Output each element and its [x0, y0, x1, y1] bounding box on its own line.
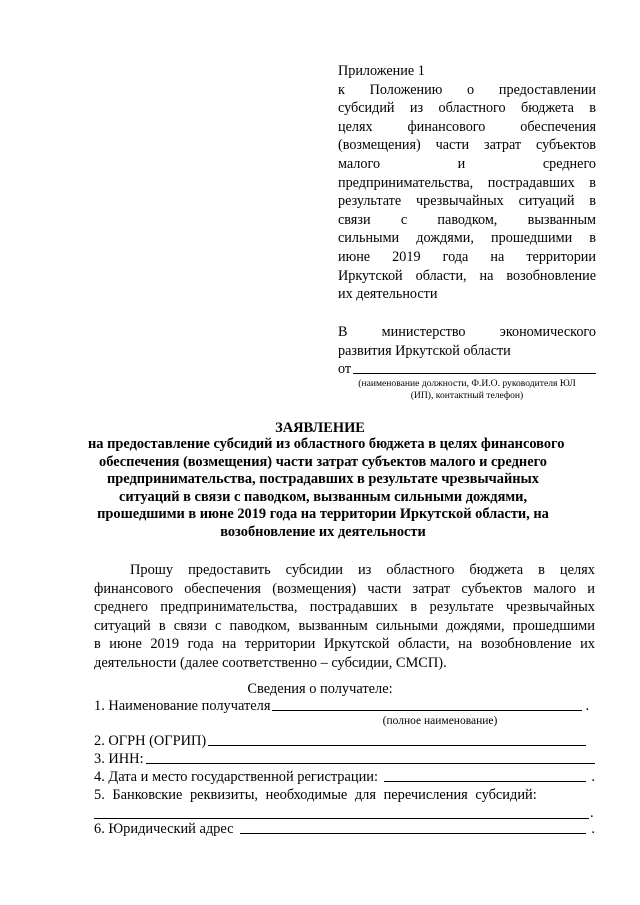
- ogrn-field[interactable]: [94, 732, 586, 750]
- from-hint-line: (наименование должности, Ф.И.О. руководителя ЮЛ: [358, 378, 576, 389]
- appendix-line: связи с паводком, вызванным: [338, 211, 596, 228]
- registration-field[interactable]: [94, 768, 595, 786]
- from-field[interactable]: [338, 360, 596, 378]
- subtitle-line: ситуаций в связи с паводком, вызванным сильными дождями,: [118, 488, 528, 505]
- from-hint-line: (ИП), контактный телефон): [410, 390, 524, 401]
- ogrn-input-line[interactable]: [208, 745, 586, 746]
- appendix-line: малого и среднего: [338, 155, 596, 172]
- field-dot: .: [591, 821, 595, 837]
- field-dot: .: [590, 805, 594, 821]
- request-paragraph: [94, 561, 595, 673]
- appendix-line: субсидий из областного бюджета в: [338, 100, 596, 117]
- appendix-line: предпринимательства, пострадавших в: [338, 174, 596, 191]
- field-dot: .: [591, 769, 595, 785]
- field-label: 3. ИНН:: [94, 751, 144, 767]
- appendix-line: сильными дождями, прошедшими в: [338, 230, 596, 247]
- subtitle-line: прошедшими в июне 2019 года на территории Иркутской области, на: [97, 506, 549, 523]
- from-input-line[interactable]: [353, 360, 596, 374]
- recipient-name-field[interactable]: [94, 697, 595, 715]
- appendix-line: целях финансового обеспечения: [338, 118, 596, 135]
- bank-details-field: [94, 786, 595, 804]
- addressee-line: В министерство экономического: [338, 324, 596, 340]
- field-label: 5. Банковские реквизиты, необходимые для перечисления субсидий:: [94, 787, 537, 803]
- bank-details-input-line[interactable]: [94, 818, 589, 819]
- from-hint: [338, 378, 596, 402]
- legal-address-field[interactable]: [94, 820, 595, 838]
- recipient-name-hint: (полное наименование): [382, 715, 498, 727]
- document-subtitle: [88, 436, 565, 542]
- appendix-line: результате чрезвычайных ситуаций в: [338, 193, 596, 210]
- addressee-block: [338, 323, 596, 360]
- appendix-line: июне 2019 года на территории: [338, 248, 596, 265]
- paragraph-line: деятельности (далее соответственно – субсидии, СМСП).: [94, 654, 447, 671]
- field-label: 2. ОГРН (ОГРИП): [94, 733, 207, 749]
- from-label: от: [338, 361, 352, 377]
- appendix-line: (возмещения) части затрат субъектов: [338, 137, 596, 154]
- appendix-line: Иркутской области, на возобновление: [338, 267, 596, 284]
- registration-input-line[interactable]: [384, 781, 586, 782]
- paragraph-line: в июне 2019 года на территории Иркутской области, на возобновление их: [94, 636, 595, 653]
- paragraph-line: среднего предпринимательства, пострадавших в результате чрезвычайных: [94, 599, 595, 616]
- appendix-block: [338, 62, 596, 304]
- inn-input-line[interactable]: [146, 763, 595, 764]
- appendix-line: их деятельности: [338, 286, 438, 303]
- document-title: ЗАЯВЛЕНИЕ: [275, 420, 365, 436]
- subtitle-line: на предоставление субсидий из областного бюджета в целях финансового: [88, 436, 565, 452]
- subtitle-line: обеспечения (возмещения) части затрат субъектов малого и среднего: [99, 453, 547, 470]
- field-label: 1. Наименование получателя: [94, 698, 271, 714]
- field-dot: .: [585, 698, 590, 714]
- field-label: 4. Дата и место государственной регистрации:: [94, 769, 378, 785]
- inn-field[interactable]: [94, 750, 595, 768]
- appendix-line: Приложение 1: [338, 63, 425, 79]
- subtitle-line: возобновление их деятельности: [220, 523, 426, 540]
- paragraph-line: ситуаций в связи с паводком, вызванным сильными дождями, прошедшими: [94, 617, 595, 634]
- addressee-line: развития Иркутской области: [338, 342, 511, 359]
- paragraph-line: финансового обеспечения (возмещения) части затрат субъектов малого и: [94, 580, 595, 597]
- field-label: 6. Юридический адрес: [94, 821, 234, 837]
- subtitle-line: предпринимательства, пострадавших в результате чрезвычайных: [107, 471, 539, 488]
- recipient-name-input-line[interactable]: [272, 710, 582, 711]
- legal-address-input-line[interactable]: [240, 833, 587, 834]
- section-heading: Сведения о получателе:: [247, 681, 393, 697]
- appendix-line: к Положению о предоставлении: [338, 81, 596, 98]
- paragraph-line: Прошу предоставить субсидии из областного бюджета в целях: [130, 562, 595, 578]
